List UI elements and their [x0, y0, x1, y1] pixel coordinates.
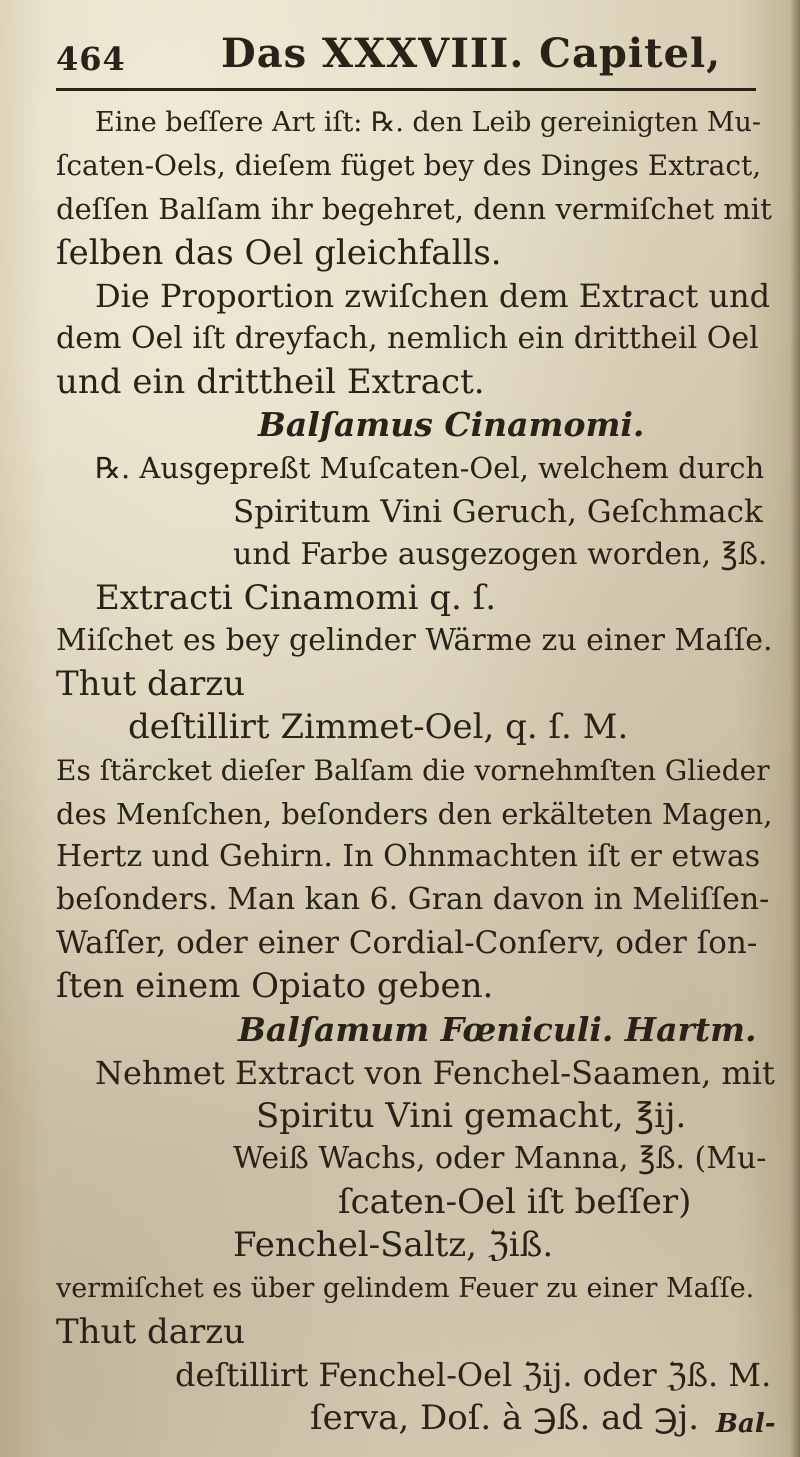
- text-line: Extracti Cinamomi q. ſ.: [95, 578, 497, 618]
- text-line: Miſchet es bey gelinder Wärme zu einer Maſſe.: [56, 623, 773, 658]
- text-line: Hertz und Gehirn. In Ohnmachten iſt er etwas: [56, 839, 761, 874]
- page-header: [56, 30, 746, 90]
- text-line: deſſen Balſam ihr begehret, denn vermiſchet mit: [56, 192, 772, 226]
- header-rule: [56, 88, 756, 91]
- text-line: Waſſer, oder einer Cordial-Conſerv, oder ſon-: [56, 925, 758, 961]
- text-line: und Farbe ausgezogen worden, ℥ß.: [233, 537, 768, 572]
- text-line: Eine beſſere Art iſt: ℞. den Leib gereinigten Mu-: [95, 107, 762, 138]
- text-line: dem Oel iſt dreyfach, nemlich ein drittheil Oel: [56, 321, 759, 356]
- text-line: deſtillirt Fenchel-Oel ℨij. oder ℨß. M.: [175, 1356, 772, 1394]
- text-line: ſcaten-Oel iſt beſſer): [338, 1182, 692, 1222]
- section-heading: Balſamum Fœniculi. Hartm.: [238, 1010, 757, 1049]
- page-number: 464: [56, 40, 126, 78]
- text-line: ſelben das Oel gleichfalls.: [56, 233, 502, 273]
- text-line: und ein drittheil Extract.: [56, 362, 485, 402]
- text-line: Thut darzu: [56, 664, 246, 704]
- text-line: Fenchel-Saltz, ℨiß.: [233, 1225, 554, 1265]
- section-heading: Balſamus Cinamomi.: [258, 405, 645, 444]
- text-line: ſten einem Opiato geben.: [56, 966, 494, 1006]
- text-line: beſonders. Man kan 6. Gran davon in Meliſſen-: [56, 882, 770, 917]
- text-line: Thut darzu: [56, 1312, 246, 1352]
- text-line: Es ſtärcket dieſer Balſam die vornehmſten Glieder: [56, 754, 770, 787]
- text-line: ſerva, Doſ. à ℈ß. ad ℈j.: [310, 1398, 700, 1438]
- running-head: Das XXXVIII. Capitel,: [221, 30, 722, 77]
- text-line: Weiß Wachs, oder Manna, ℥ß. (Mu-: [233, 1141, 767, 1176]
- text-line: Spiritu Vini gemacht, ℥ij.: [256, 1096, 687, 1136]
- text-line: des Menſchen, beſonders den erkälteten Magen,: [56, 797, 773, 831]
- text-line: ℞. Ausgepreßt Muſcaten-Oel, welchem durch: [95, 451, 765, 485]
- text-line: ſcaten-Oels, dieſem füget bey des Dinges Extract,: [56, 149, 762, 182]
- text-line: Die Proportion zwiſchen dem Extract und: [95, 277, 771, 315]
- text-line: Spiritum Vini Geruch, Geſchmack: [233, 494, 763, 530]
- text-line: vermiſchet es über gelindem Feuer zu einer Maſſe.: [56, 1273, 755, 1304]
- page-edge-shadow: [790, 0, 800, 1457]
- text-line: deſtillirt Zimmet-Oel, q. ſ. M.: [128, 707, 629, 747]
- catchword: Bal-: [716, 1409, 776, 1439]
- text-line: Nehmet Extract von Fenchel-Saamen, mit: [95, 1054, 775, 1092]
